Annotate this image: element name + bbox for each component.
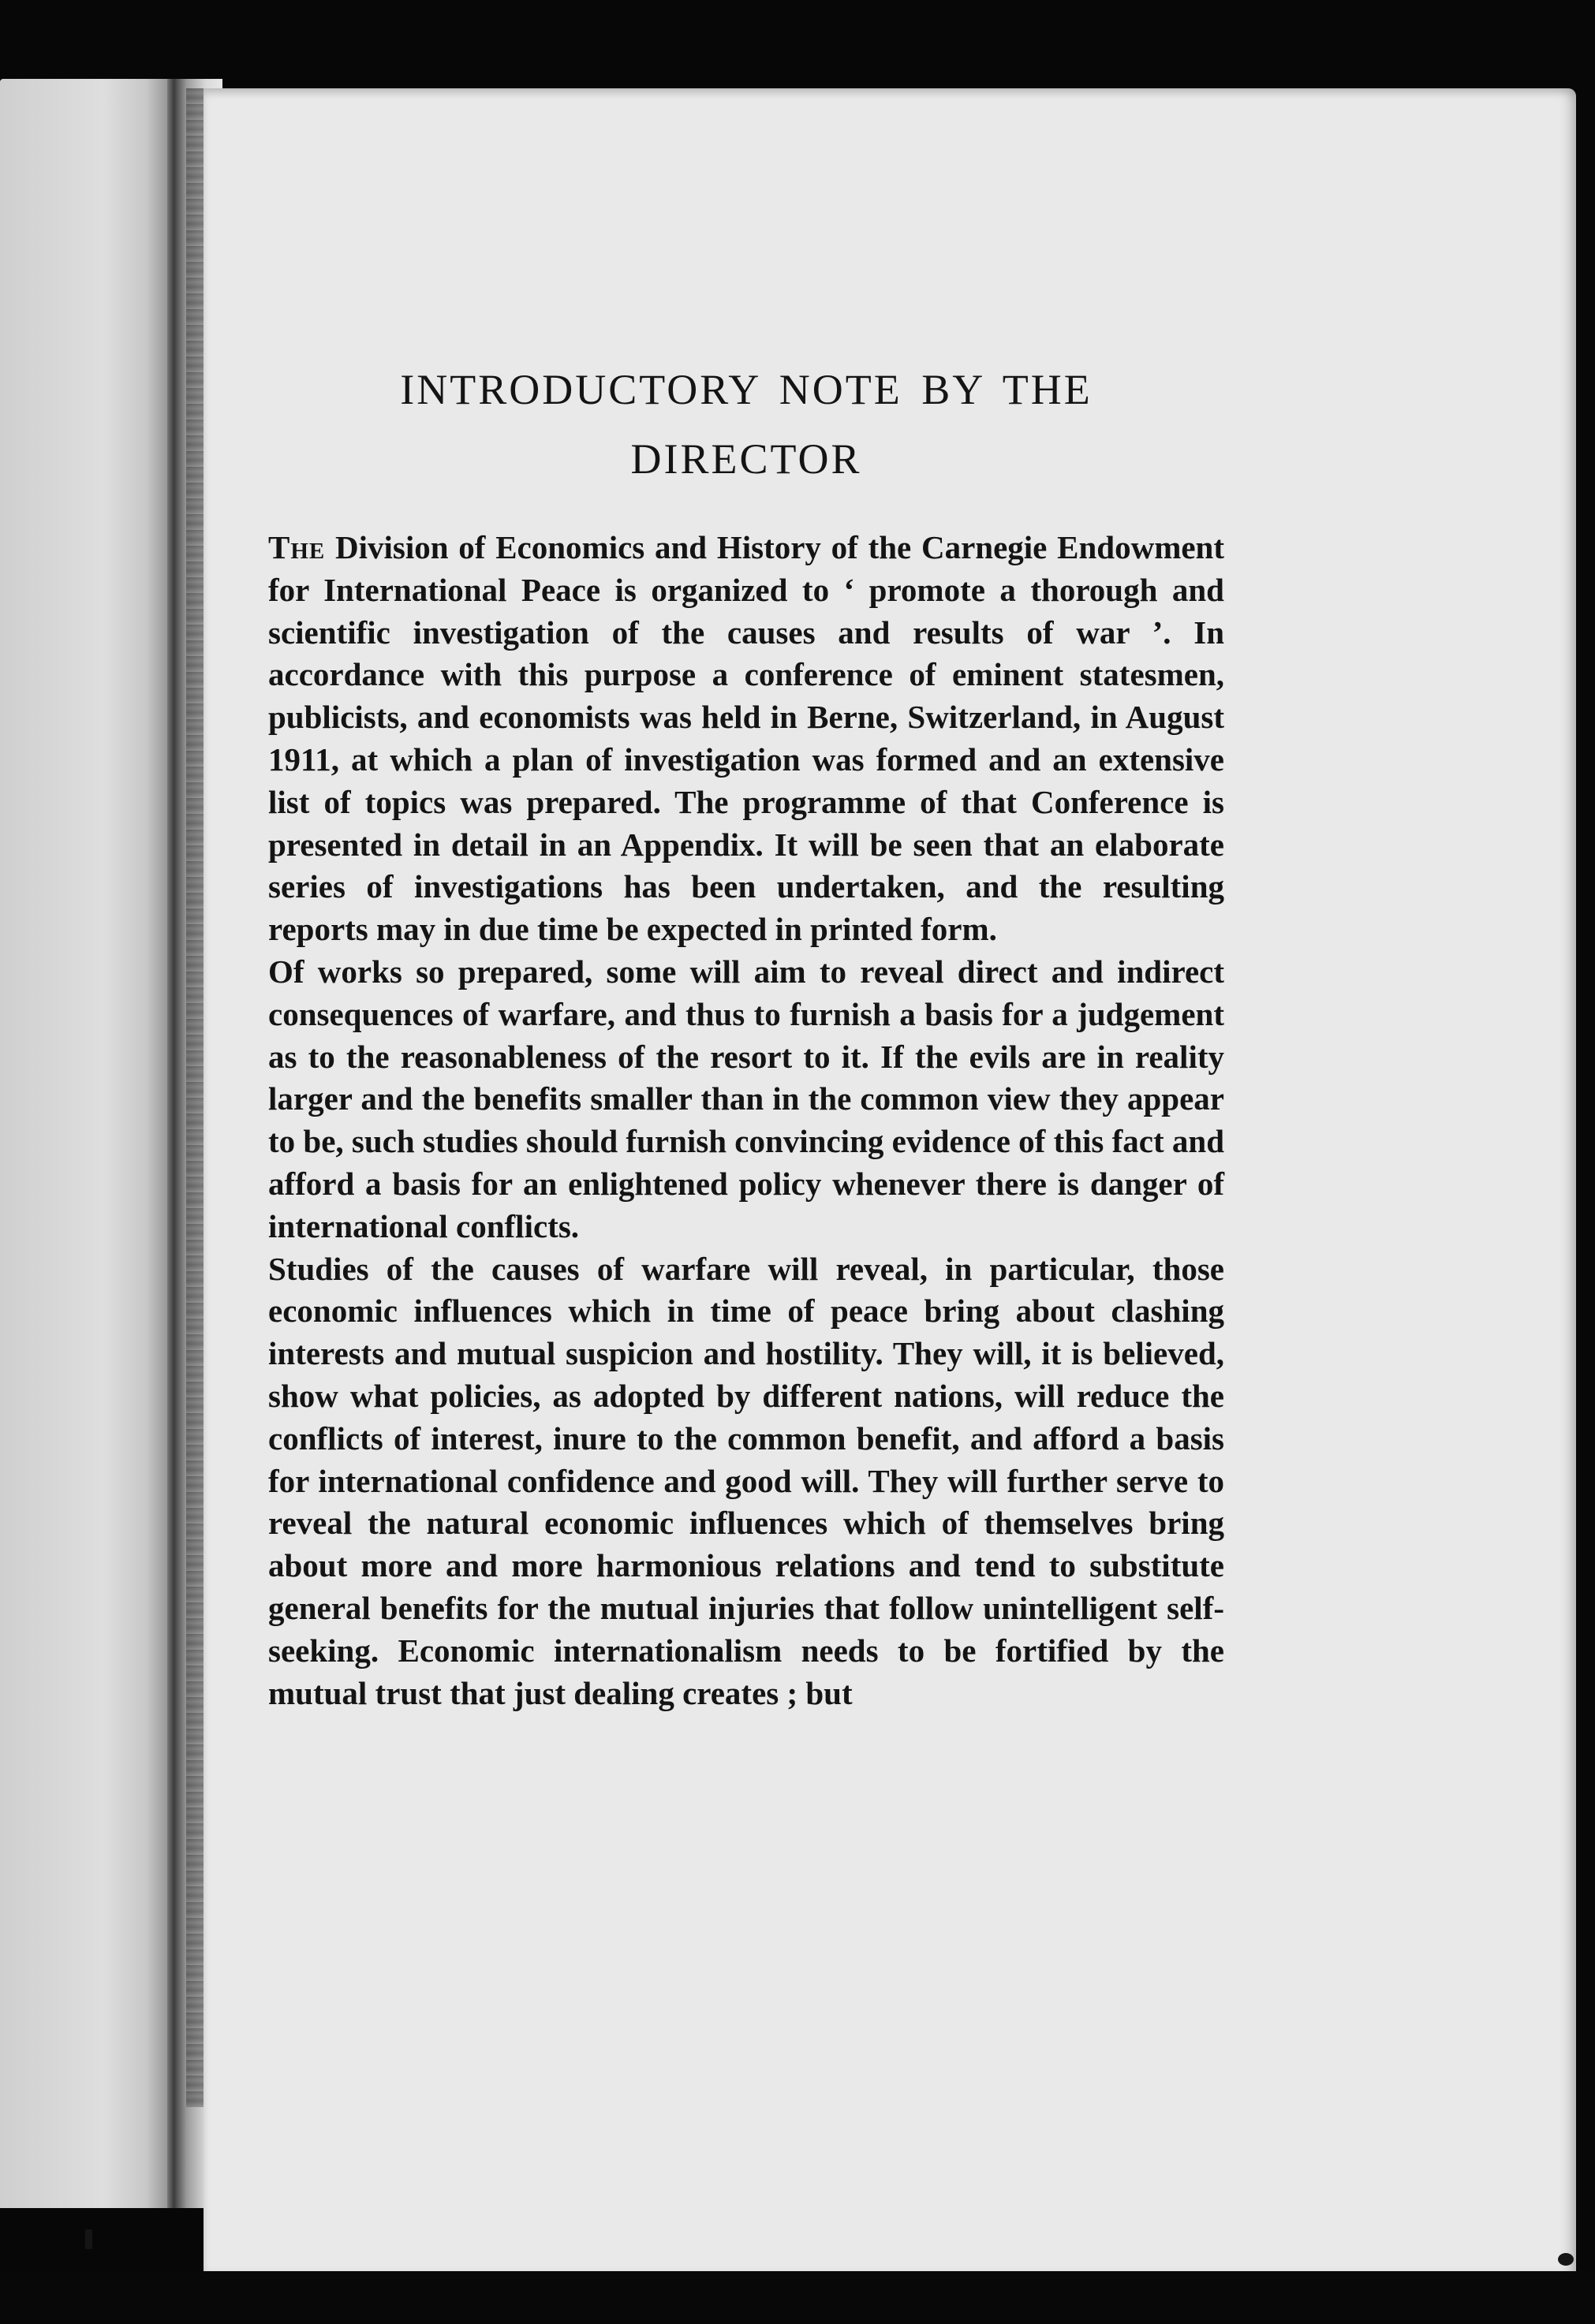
paragraph-3: Studies of the causes of warfare will reveal, in particular, those economic influences which in time of peace bring about clashing interests and mutual suspicion and hostility. They will, it is believed, show what policies, as adopted by different nations, will reduce the conflicts of interest, inure to the common benefit, and afford a basis for international confidence and good will. They will further serve to reveal the natural economic influences which of themselves bring about more and more harmonious relations and tend to substitute general benefits for the mutual injuries that follow unintelligent self-seeking. Economic internationalism needs to be fortified by the mutual trust that just dealing creates ; but — [268, 1250, 1224, 1711]
scan-speck — [85, 2229, 92, 2249]
paragraph-2: Of works so prepared, some will aim to reveal direct and indirect consequences of warfare, and thus to furnish a basis for a judgement as to the reasonableness of the resort to it. If the evils are in reality larger and the benefits smaller than in the common view they appear to be, such studies should furnish convincing evidence of this fact and afford a basis for an enlightened policy whenever there is danger of international conflicts. — [268, 953, 1224, 1244]
body-text — [268, 527, 1224, 1714]
scan-speck — [1558, 2253, 1574, 2266]
paragraph-1-text: Division of Economics and History of the Carnegie Endowment for International Peace is organized to ‘ promote a thorough and scientific investigation of the causes and results of war ’. In accordance with this purpose a conference of eminent statesmen, publicists, and economists was held in Berne, Switzerland, in August 1911, at which a plan of investigation was formed and an extensive list of topics was prepared. The programme of that Conference is presented in detail in an Appendix. It will be seen that an elaborate series of investigations has been undertaken, and the resulting reports may in due time be expected in printed form. — [268, 529, 1224, 948]
opening-small-caps-word: The — [268, 529, 326, 565]
left-page-edge — [0, 79, 172, 2208]
paragraph-1 — [268, 527, 1224, 951]
gutter-shadow — [186, 88, 204, 2107]
title-line-1: INTRODUCTORY NOTE BY THE — [400, 366, 1093, 413]
page-content — [268, 355, 1224, 1714]
scan-bottom-edge — [0, 2271, 1595, 2324]
title-line-2: DIRECTOR — [630, 435, 862, 483]
page-title — [268, 355, 1224, 494]
